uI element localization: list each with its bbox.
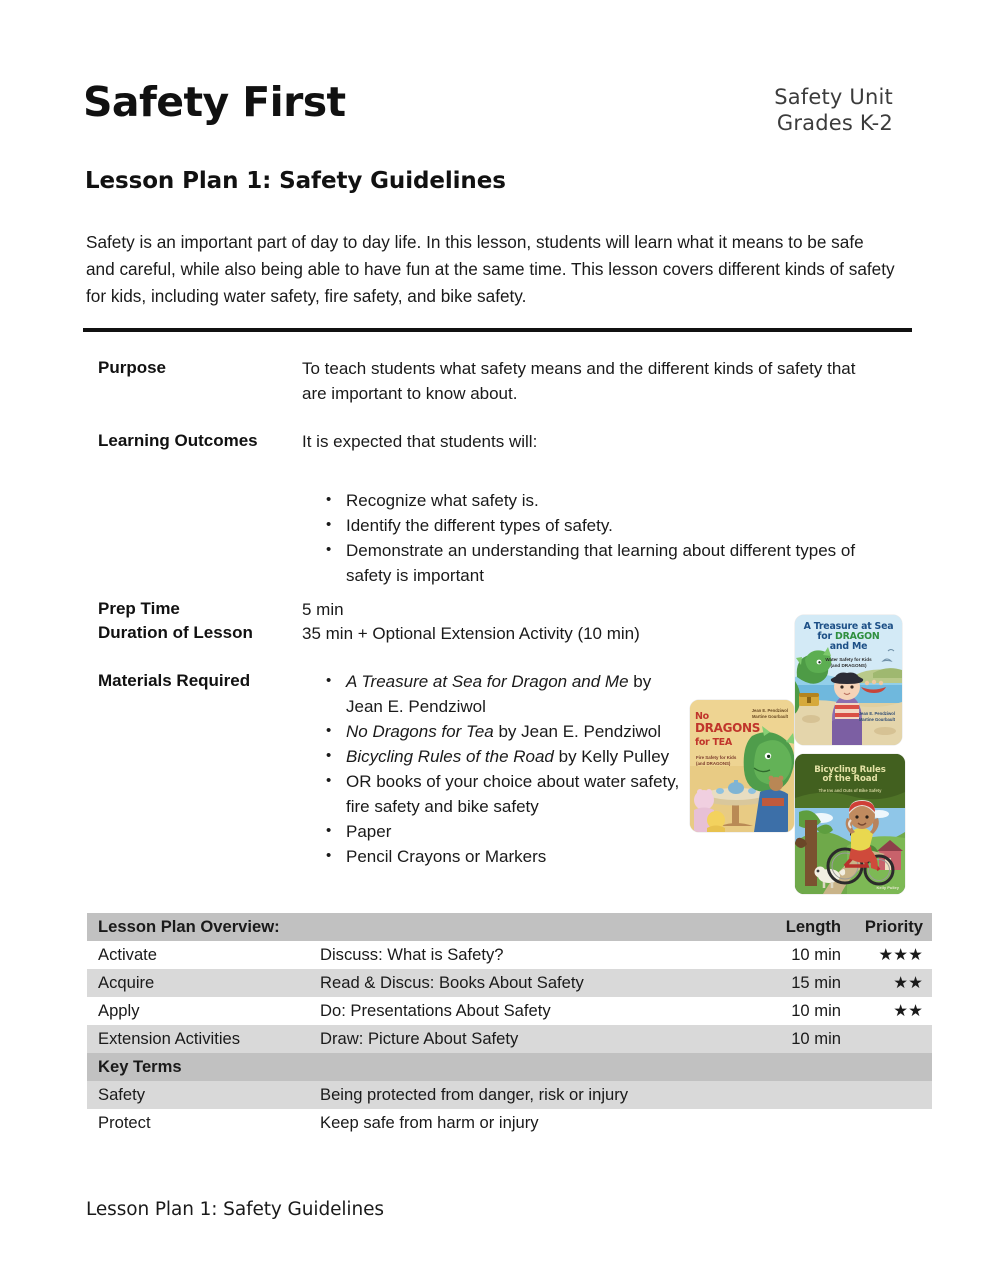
row-priority-stars (841, 1025, 932, 1053)
table-row (87, 1025, 932, 1053)
book-author: by Jean E. Pendziwol (346, 672, 652, 716)
list-item (302, 769, 692, 819)
grades-label: Grades K-2 (776, 111, 893, 135)
materials-label: Materials Required (98, 671, 251, 690)
learning-outcomes-list (302, 488, 902, 588)
prep-time-label: Prep Time (98, 599, 180, 618)
unit-label: Safety Unit (774, 85, 893, 109)
treasure-title-line3: and Me (829, 641, 868, 653)
list-item (302, 819, 692, 844)
bike-cover-title (795, 766, 905, 785)
book-author: by Kelly Pulley (553, 747, 670, 766)
table-row (87, 941, 932, 969)
list-item (302, 844, 692, 869)
page-footer: Lesson Plan 1: Safety Guidelines (86, 1199, 384, 1220)
treasure-subtitle-2: (and DRAGONS) (830, 662, 867, 668)
key-term-name: Safety (87, 1081, 320, 1109)
treasure-title-dragon-word: DRAGON (835, 631, 880, 643)
learning-outcomes-lead: It is expected that students will: (302, 432, 538, 451)
treasure-subtitle-1: Water Safety for Kids (825, 657, 872, 662)
bike-cover-author: Kelly Pulley (876, 885, 899, 890)
list-item: • Recognize what safety is. (302, 488, 902, 513)
row-description: Draw: Picture About Safety (320, 1025, 745, 1053)
list-item: • Identify the different types of safety. (302, 513, 902, 538)
learning-outcomes-body (302, 429, 902, 588)
key-term-name: Protect (87, 1109, 320, 1137)
tea-cover-title (695, 709, 760, 748)
key-terms-header-label: Key Terms (87, 1053, 320, 1081)
intro-paragraph: Safety is an important part of day to day life. In this lesson, students will learn what it means to be safe and careful, while also being able to have fun at the same time. This lesson covers different kinds of safety for kids, including water safety, fire safety, and bike safety. (86, 232, 895, 306)
overview-header-label: Lesson Plan Overview: (87, 913, 320, 941)
key-term-length-spacer (745, 1081, 841, 1109)
table-row (87, 1081, 932, 1109)
key-term-definition: Being protected from danger, risk or injury (320, 1081, 745, 1109)
priority-header-label: Priority (841, 913, 932, 941)
key-terms-header-spacer-priority (841, 1053, 932, 1081)
row-length: 10 min (745, 1025, 841, 1053)
book-author: by Jean E. Pendziwol (493, 722, 661, 741)
book-cover-bicycling-rules-of-the-road (795, 754, 905, 894)
material-text: OR books of your choice about water safety, fire safety and bike safety (346, 772, 680, 816)
material-text: Pencil Crayons or Markers (346, 847, 547, 866)
materials-list (302, 669, 692, 869)
page-title: Safety First (83, 78, 346, 126)
key-term-priority-spacer (841, 1109, 932, 1137)
book-cover-group (690, 612, 915, 897)
key-terms-header-spacer (320, 1053, 745, 1081)
row-description: Discuss: What is Safety? (320, 941, 745, 969)
table-header-row (87, 913, 932, 941)
key-term-definition: Keep safe from harm or injury (320, 1109, 745, 1137)
list-item: • Demonstrate an understanding that learning about different types of safety is important (302, 538, 902, 588)
duration-value: 35 min + Optional Extension Activity (10 min) (302, 624, 640, 643)
book-title: No Dragons for Tea (346, 722, 494, 741)
tea-subtitle-1: Fire Safety for Kids (696, 755, 737, 760)
treasure-author-name: Jean E. Pendziwol (858, 711, 895, 716)
document-header (83, 78, 895, 142)
book-cover-a-treasure-at-sea (795, 615, 902, 745)
table-row (87, 1109, 932, 1137)
tea-title-line2: DRAGONS (695, 721, 761, 736)
prep-time-value: 5 min (302, 600, 344, 619)
row-name: Activate (87, 941, 320, 969)
list-item (302, 719, 692, 744)
table-row (87, 969, 932, 997)
list-item (302, 669, 692, 719)
purpose-text: To teach students what safety means and the different kinds of safety that are important to know about. (302, 359, 856, 403)
tea-title-line1: No (695, 711, 709, 722)
book-title: Bicycling Rules of the Road (346, 747, 554, 766)
row-name: Apply (87, 997, 320, 1025)
bike-title-line2: of the Road (822, 774, 878, 785)
key-term-priority-spacer (841, 1081, 932, 1109)
tea-title-line3: for TEA (695, 737, 732, 749)
tea-cover-credits (752, 708, 788, 720)
tea-subtitle-2: (and DRAGONS) (696, 760, 731, 766)
length-header-label: Length (745, 913, 841, 941)
lesson-plan-overview-table (87, 913, 932, 1137)
treasure-illustrator-name: Martine Gourbault (858, 716, 895, 722)
tea-illustrator-name: Martine Gourbault (751, 713, 788, 719)
row-priority-stars: ★★ (841, 969, 932, 997)
materials-body (302, 669, 692, 869)
duration-label: Duration of Lesson (98, 623, 253, 642)
bike-title-line1: Bicycling Rules (814, 765, 886, 775)
tea-author-name: Jean E. Pendziwol (751, 708, 788, 713)
row-priority-stars: ★★★ (841, 941, 932, 969)
overview-header-spacer (320, 913, 745, 941)
table-row (87, 997, 932, 1025)
row-priority-stars: ★★ (841, 997, 932, 1025)
bike-cover-subtitle: The Ins and Outs of Bike Safety (818, 788, 882, 793)
material-text: Paper (346, 822, 392, 841)
unit-grade-block (774, 84, 893, 136)
treasure-cover-credits (859, 711, 895, 723)
lesson-heading: Lesson Plan 1: Safety Guidelines (85, 168, 506, 194)
key-terms-header-row (87, 1053, 932, 1081)
row-length: 10 min (745, 997, 841, 1025)
list-item (302, 744, 692, 769)
treasure-title-line2-pre: for (817, 631, 836, 643)
tea-cover-subtitle (696, 755, 736, 766)
row-length: 15 min (745, 969, 841, 997)
treasure-title-line1: A Treasure at Sea (803, 621, 894, 632)
key-terms-header-spacer-length (745, 1053, 841, 1081)
book-cover-no-dragons-for-tea (690, 700, 794, 832)
purpose-label: Purpose (98, 358, 167, 377)
key-term-length-spacer (745, 1109, 841, 1137)
book-title: A Treasure at Sea for Dragon and Me (346, 672, 629, 691)
header-divider (83, 328, 912, 332)
row-description: Read & Discus: Books About Safety (320, 969, 745, 997)
treasure-cover-subtitle (795, 657, 902, 668)
row-name: Extension Activities (87, 1025, 320, 1053)
treasure-cover-title (795, 622, 902, 652)
row-description: Do: Presentations About Safety (320, 997, 745, 1025)
row-length: 10 min (745, 941, 841, 969)
learning-outcomes-label: Learning Outcomes (98, 431, 258, 450)
row-name: Acquire (87, 969, 320, 997)
